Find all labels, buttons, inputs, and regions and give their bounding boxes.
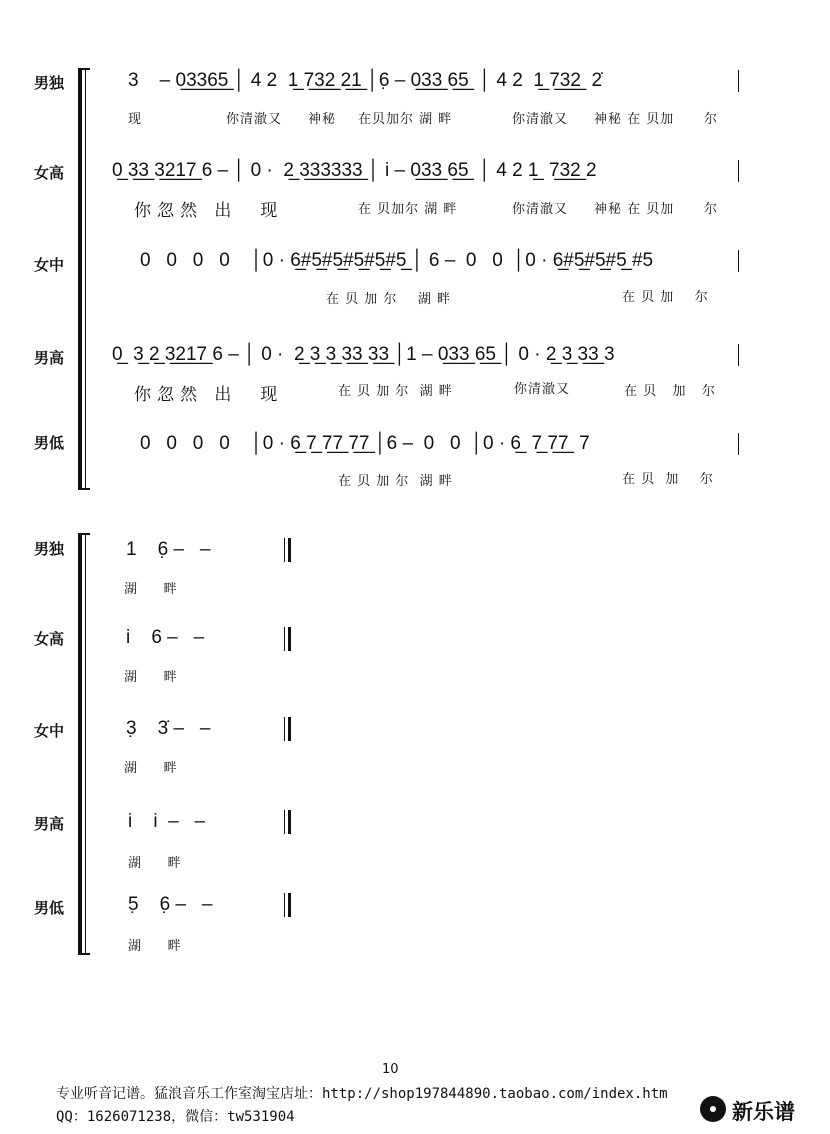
system-bracket-cap-bottom: [78, 953, 90, 955]
lyric: 在 贝 加 尔: [622, 290, 709, 305]
barline: [738, 250, 739, 272]
logo-text: 新乐谱: [732, 1100, 795, 1124]
barline: [738, 70, 739, 92]
lyric: 神秘: [308, 112, 337, 127]
notation-line: 0̲ 3̲3̲ 3̲2̲1̲7̲ 6 – │ 0 · 2̲ 3̲3̲3̲3̲3̲3̲ │ i – 0̲3̲3̲ 6̲5̲ │ 4 2 1̲ 7̲3̲2̲ 2: [112, 160, 597, 181]
system-bracket-cap-top: [78, 68, 90, 70]
part-label: 男低: [34, 899, 65, 917]
lyric: 你清澈又: [514, 382, 571, 397]
system-bracket-cap-top: [78, 533, 90, 535]
final-barline-thick: [288, 627, 291, 651]
part-label: 男独: [34, 540, 65, 558]
final-barline-thin: [284, 538, 285, 562]
lyric: 湖 畔: [128, 856, 182, 871]
notation-line: 3 – 0̲3̲3̲6̲5̲ │ 4 2 1̲ 7̲3̲2̲ 2̲1̲ │6̣ – 0̲3̲3̲ 6̲5̲ │ 4 2 1̲ 7̲3̲2̲ 2̇: [128, 70, 603, 91]
part-label: 男独: [34, 74, 65, 92]
final-barline-thick: [288, 538, 291, 562]
barline: [738, 160, 739, 182]
lyric: 湖 畔: [124, 670, 178, 685]
barline: [738, 344, 739, 366]
lyric: 尔: [704, 112, 719, 127]
lyric: 在 贝 加 尔: [622, 472, 714, 487]
final-barline-thick: [288, 810, 291, 834]
notation-line: 0 0 0 0 │0 · 6̲#5̲#5̲#5̲#5̲#5̲ │ 6 – 0 0 │0 · 6̲#5̲#5̲#5̲ #5: [140, 250, 654, 271]
part-label: 男低: [34, 434, 65, 452]
final-barline-thick: [288, 893, 291, 917]
lyric: 湖 畔: [128, 939, 182, 954]
final-barline-thin: [284, 810, 285, 834]
barline: [738, 433, 739, 455]
system-bracket-thin: [85, 68, 86, 490]
final-barline-thin: [284, 627, 285, 651]
notation-line: 0̲ 3̲ 2̲ 3̲2̲1̲7̲ 6 – │ 0 · 2̲ 3̲ 3̲ 3̲3̲ 3̲3̲ │1 – 0̲3̲3̲ 6̲5̲ │ 0 · 2̲ 3̲ 3̲3̲ 3: [112, 344, 615, 365]
notation-line: i i – –: [128, 811, 206, 832]
lyric: 你清澈又: [512, 202, 569, 217]
final-barline-thick: [288, 717, 291, 741]
record-disc-icon: [700, 1096, 726, 1122]
part-label: 女高: [34, 164, 65, 182]
page-number: 10: [382, 1062, 399, 1077]
lyric: 你忽然 出 现: [134, 201, 284, 221]
system-bracket: [78, 68, 82, 490]
footer-contact-line: QQ：1626071238，微信：tw531904: [56, 1109, 295, 1125]
lyric: 湖 畔: [124, 761, 178, 776]
part-label: 女中: [34, 256, 65, 274]
system-bracket-cap-bottom: [78, 488, 90, 490]
footer-shop-line: 专业听音记谱。猛浪音乐工作室淘宝店址：http://shop197844890.taobao.com/index.htm: [56, 1086, 668, 1102]
part-label: 女中: [34, 722, 65, 740]
final-barline-thin: [284, 893, 285, 917]
lyric: 你忽然 出 现: [134, 385, 284, 405]
lyric: 在 贝 加 尔: [624, 384, 716, 399]
part-label: 女高: [34, 630, 65, 648]
system-bracket: [78, 533, 82, 955]
lyric: 湖 畔: [124, 582, 178, 597]
notation-line: 1 6̣ – –: [126, 539, 211, 560]
lyric: 神秘 在 贝加: [594, 112, 675, 127]
lyric: 在 贝加尔 湖 畔: [358, 202, 458, 217]
final-barline-thin: [284, 717, 285, 741]
lyric: 在 贝 加 尔 湖 畔: [338, 474, 453, 489]
lyric: 你清澈又: [512, 112, 569, 127]
lyric: 你清澈又: [226, 112, 283, 127]
notation-line: 0 0 0 0 │0 · 6̲ 7̲ 7̲7̲ 7̲7̲ │6 – 0 0 │0 · 6̲ 7̲ 7̲7̲ 7: [140, 433, 590, 454]
notation-line: 3̣ 3̇ – –: [126, 718, 211, 739]
notation-line: 5̣ 6̣ – –: [128, 894, 213, 915]
lyric: 现: [128, 112, 143, 127]
lyric: 在 贝 加 尔 湖 畔: [326, 292, 452, 307]
system-bracket-thin: [85, 533, 86, 955]
lyric: 神秘 在 贝加: [594, 202, 675, 217]
notation-line: i 6 – –: [126, 627, 205, 648]
lyric: 在贝加尔 湖 畔: [358, 112, 453, 127]
lyric: 尔: [704, 202, 719, 217]
part-label: 男高: [34, 815, 65, 833]
lyric: 在 贝 加 尔 湖 畔: [338, 384, 453, 399]
part-label: 男高: [34, 349, 65, 367]
